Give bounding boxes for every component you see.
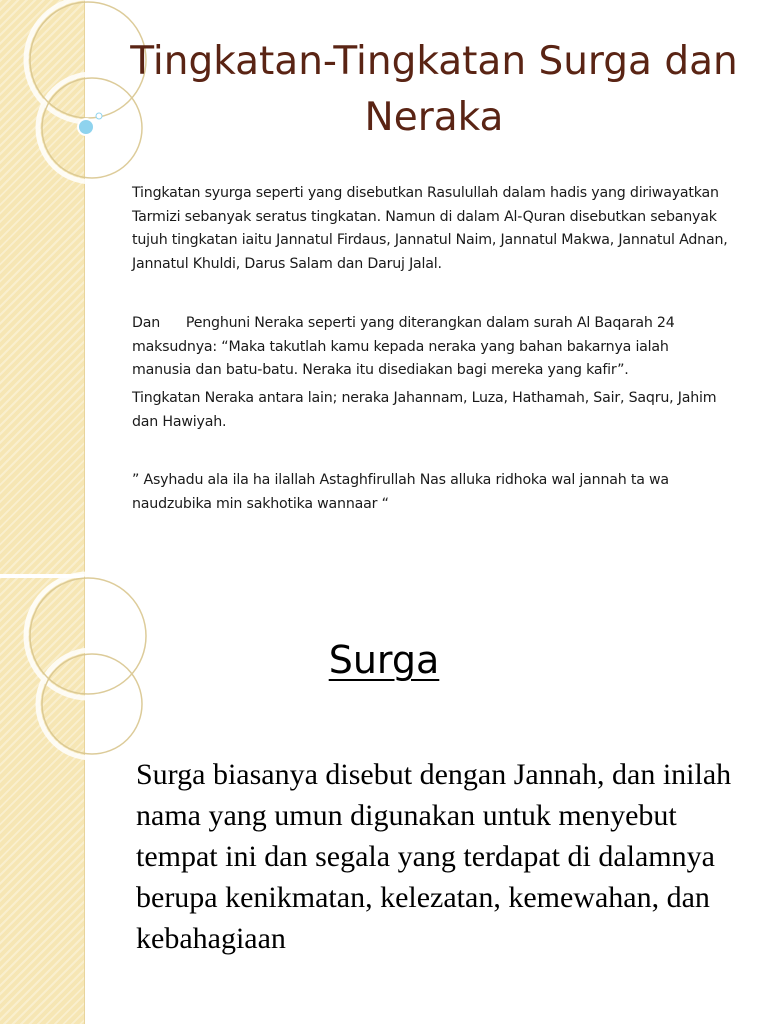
page-title: Tingkatan-Tingkatan Surga dan Neraka bbox=[130, 39, 738, 140]
slide-2 bbox=[0, 576, 768, 1024]
paragraph-prayer: ” Asyhadu ala ila ha ilallah Astaghfirullah Nas alluka ridhoka wal jannah ta wa naudzubika min sakhotika wannaar “ bbox=[132, 472, 669, 512]
section-title bbox=[0, 634, 768, 686]
section-body: Surga biasanya disebut dengan Jannah, dan inilah nama yang umun digunakan untuk menyebut tempat ini dan segala yang terdapat di dalamnya berupa kenikmatan, kelezatan, kemewahan, dan kebahagiaan bbox=[136, 758, 732, 955]
paragraph-hell-residents: Dan Penghuni Neraka seperti yang diterangkan dalam surah Al Baqarah 24 maksudnya: “Maka takutlah kamu kepada neraka yang bahan bakarnya ialah manusia dan batu-batu. Neraka itu disediakan bagi mereka yang kafir”. bbox=[132, 315, 679, 378]
paragraph-hell-levels: Tingkatan Neraka antara lain; neraka Jahannam, Luza, Hathamah, Sair, Saqru, Jahim dan Hawiyah. bbox=[132, 390, 717, 430]
section-title-text: Surga bbox=[328, 638, 440, 682]
paragraph-heaven-levels: Tingkatan syurga seperti yang disebutkan Rasulullah dalam hadis yang diriwayatkan Tarmizi sebanyak seratus tingkatan. Namun di dalam Al-Quran disebutkan sebanyak tujuh tingkatan iaitu Jannatul Firdaus, Jannatul Naim, Jannatul Makwa, Jannatul Adnan, Jannatul Khuldi, Darus Salam dan Daruj Jalal. bbox=[132, 185, 728, 272]
